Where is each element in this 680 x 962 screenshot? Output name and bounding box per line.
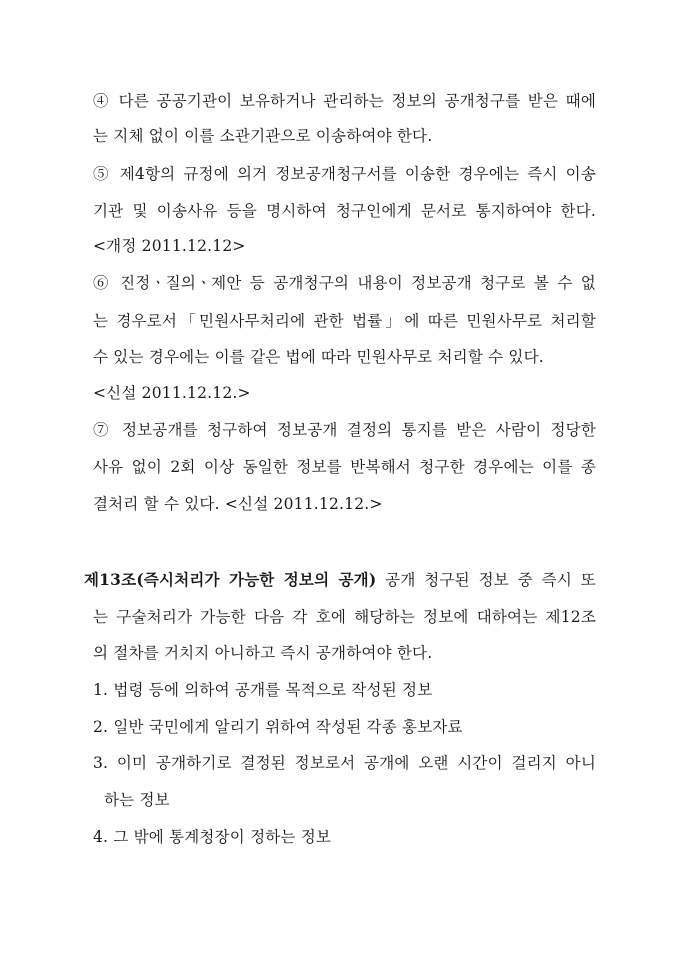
para6-new-note: <신설 2011.12.12.> — [93, 384, 251, 402]
article13-heading: 제13조(즉시처리가 가능한 정보의 공개) — [84, 570, 377, 589]
para5-amendment-note: <개정 2011.12.12> — [93, 237, 246, 255]
article13-first-line — [84, 570, 596, 590]
para5-line1: ⑤ 제4항의 규정에 의거 정보공개청구서를 이송한 경우에는 즉시 이송 — [93, 165, 596, 183]
para7-line3: 결처리 할 수 있다. <신설 2011.12.12.> — [93, 495, 383, 513]
para6-line2: 는 경우로서「민원사무처리에 관한 법률」에 따른 민원사무로 처리할 — [93, 312, 596, 330]
para4-line1: ④ 다른 공공기관이 보유하거나 관리하는 정보의 공개청구를 받은 때에 — [93, 92, 596, 110]
para5-line2: 기관 및 이송사유 등을 명시하여 청구인에게 문서로 통지하여야 한다. — [93, 202, 596, 220]
article13-line1-text: 공개 청구된 정보 중 즉시 또 — [385, 571, 596, 589]
article13-item-2: 2. 일반 국민에게 알리기 위하여 작성된 각종 홍보자료 — [93, 718, 463, 736]
article13-item-1: 1. 법령 등에 의하여 공개를 목적으로 작성된 정보 — [93, 681, 433, 699]
article13-line2: 는 구술처리가 가능한 다음 각 호에 해당하는 정보에 대하여는 제12조 — [93, 608, 596, 626]
para6-line3: 수 있는 경우에는 이를 같은 법에 따라 민원사무로 처리할 수 있다. — [93, 348, 544, 366]
article13-item-3-line1: 3. 이미 공개하기로 결정된 정보로서 공개에 오랜 시간이 걸리지 아니 — [93, 754, 596, 772]
article13-line3: 의 절차를 거치지 아니하고 즉시 공개하여야 한다. — [93, 644, 433, 662]
article13-item-3-line2: 하는 정보 — [104, 791, 170, 809]
para4-line2: 는 지체 없이 이를 소관기관으로 이송하여야 한다. — [93, 127, 433, 145]
para7-line1: ⑦ 정보공개를 청구하여 정보공개 결정의 통지를 받은 사람이 정당한 — [93, 421, 596, 439]
para7-line2: 사유 없이 2회 이상 동일한 정보를 반복해서 청구한 경우에는 이를 종 — [93, 458, 596, 476]
article13-item-4: 4. 그 밖에 통계청장이 정하는 정보 — [93, 828, 332, 846]
para6-line1: ⑥ 진정ㆍ질의ㆍ제안 등 공개청구의 내용이 정보공개 청구로 볼 수 없 — [93, 274, 596, 292]
